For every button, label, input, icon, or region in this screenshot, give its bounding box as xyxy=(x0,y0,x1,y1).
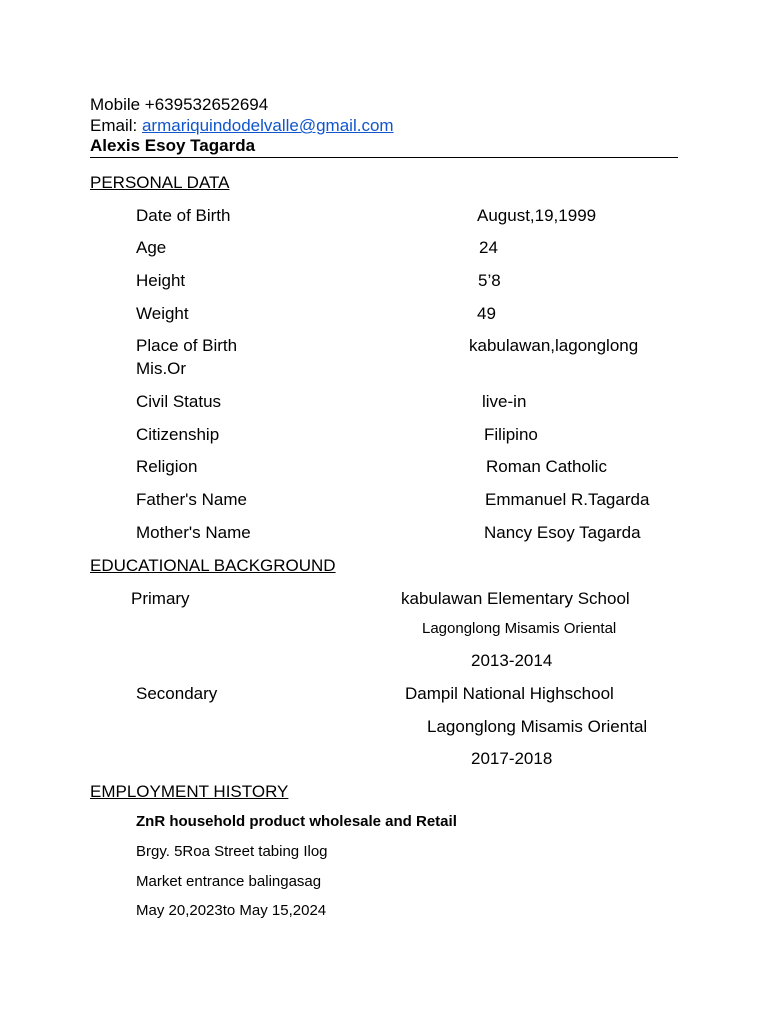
father-name-value: Emmanuel R.Tagarda xyxy=(485,490,650,509)
employment-heading: EMPLOYMENT HISTORY xyxy=(90,782,289,801)
dob-label: Date of Birth xyxy=(136,206,231,225)
education-heading: EDUCATIONAL BACKGROUND xyxy=(90,556,336,575)
email-label: Email: xyxy=(90,116,142,135)
father-name-label: Father's Name xyxy=(136,490,247,509)
height-value: 5’8 xyxy=(478,271,501,290)
citizenship-value: Filipino xyxy=(484,425,538,444)
mobile-number: Mobile +639532652694 xyxy=(90,95,269,114)
primary-address: Lagonglong Misamis Oriental xyxy=(422,620,617,637)
secondary-school: Dampil National Highschool xyxy=(405,684,614,703)
email-link[interactable]: armariquindodelvalle@gmail.com xyxy=(141,116,394,135)
weight-value: 49 xyxy=(477,304,496,323)
religion-label: Religion xyxy=(136,457,198,476)
email-line xyxy=(90,116,394,136)
header-divider xyxy=(90,157,678,158)
employer-address-line2: Market entrance balingasag xyxy=(136,873,322,890)
secondary-address: Lagonglong Misamis Oriental xyxy=(427,717,648,736)
mother-name-value: Nancy Esoy Tagarda xyxy=(484,523,641,542)
employer-address-line1: Brgy. 5Roa Street tabing Ilog xyxy=(136,843,328,860)
birthplace-label: Place of Birth xyxy=(136,336,238,355)
primary-label: Primary xyxy=(131,589,190,608)
personal-data-heading: PERSONAL DATA xyxy=(90,173,230,192)
primary-years: 2013-2014 xyxy=(471,651,553,670)
citizenship-label: Citizenship xyxy=(136,425,220,444)
secondary-label: Secondary xyxy=(136,684,218,703)
weight-label: Weight xyxy=(136,304,189,323)
applicant-name: Alexis Esoy Tagarda xyxy=(90,136,256,155)
age-value: 24 xyxy=(479,238,498,257)
primary-school: kabulawan Elementary School xyxy=(401,589,630,608)
civil-status-label: Civil Status xyxy=(136,392,222,411)
civil-status-value: live-in xyxy=(482,392,527,411)
employment-period: May 20,2023to May 15,2024 xyxy=(136,902,327,919)
birthplace-value-continued: Mis.Or xyxy=(136,359,187,378)
secondary-years: 2017-2018 xyxy=(471,749,553,768)
height-label: Height xyxy=(136,271,186,290)
mother-name-label: Mother's Name xyxy=(136,523,251,542)
religion-value: Roman Catholic xyxy=(486,457,607,476)
age-label: Age xyxy=(136,238,167,257)
employer-name: ZnR household product wholesale and Retail xyxy=(136,813,457,830)
birthplace-value: kabulawan,lagonglong xyxy=(469,336,639,355)
dob-value: August,19,1999 xyxy=(477,206,597,225)
